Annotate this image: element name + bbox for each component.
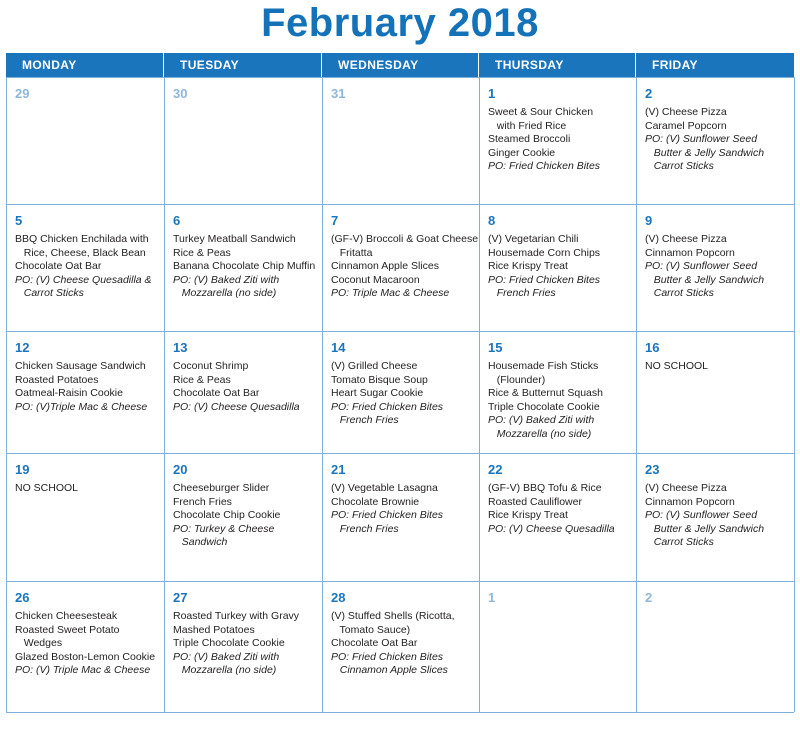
weekday-header-friday: FRIDAY — [652, 58, 698, 72]
day-cell-week3-monday — [7, 331, 165, 453]
day-number: 12 — [15, 340, 30, 355]
menu-item-line: NO SCHOOL — [645, 360, 709, 372]
day-number: 6 — [173, 213, 181, 228]
day-cell-week3-friday — [637, 331, 795, 453]
menu-item-line: Triple Chocolate Cookie — [173, 637, 285, 649]
menu-item-line: (V) Stuffed Shells (Ricotta, — [331, 610, 455, 622]
menu-item-line: Steamed Broccoli — [488, 133, 571, 145]
po-option-line: Carrot Sticks — [645, 160, 714, 172]
day-cell-week1-tuesday — [165, 77, 323, 204]
menu-item-line: Mashed Potatoes — [173, 623, 255, 636]
day-number: 22 — [488, 462, 503, 477]
day-cell-week4-wednesday — [323, 453, 480, 581]
menu-item-line: Roasted Cauliflower — [488, 495, 582, 508]
day-number: 5 — [15, 213, 23, 228]
day-cell-week5-wednesday — [323, 581, 480, 712]
po-option-line: PO: Fried Chicken Bites — [488, 273, 601, 286]
menu-item-line: Rice & Peas — [173, 246, 231, 259]
day-cell-week2-thursday — [480, 204, 637, 331]
day-number: 21 — [331, 462, 346, 477]
menu-item-line: Cheeseburger Slider — [173, 482, 270, 494]
menu-item-line: Wedges — [15, 637, 63, 649]
day-cell-week4-thursday — [480, 453, 637, 581]
day-number: 19 — [15, 462, 30, 477]
po-option-line: PO: (V) Cheese Quesadilla & — [15, 273, 152, 286]
po-option-line: PO: Fried Chicken Bites — [331, 650, 444, 663]
day-cell-week4-friday — [637, 453, 795, 581]
weekday-header-wednesday: WEDNESDAY — [322, 53, 479, 77]
menu-item-line: Banana Chocolate Chip Muffin — [173, 260, 316, 272]
menu-item-line: Rice & Butternut Squash — [488, 387, 603, 399]
menu-item-line: Chocolate Oat Bar — [15, 260, 102, 272]
po-option-line: PO: (V) Baked Ziti with — [488, 414, 595, 426]
po-option-line: Cinnamon Apple Slices — [331, 664, 448, 676]
po-option-line: Mozzarella (no side) — [173, 664, 277, 676]
menu-calendar — [6, 53, 794, 723]
menu-item-line: Fritatta — [331, 246, 373, 259]
menu-item-line: Rice Krispy Treat — [488, 509, 568, 521]
day-cell-week3-tuesday — [165, 331, 323, 453]
menu-item-line: Chocolate Chip Cookie — [173, 509, 281, 521]
po-option-line: PO: Turkey & Cheese — [173, 522, 275, 535]
menu-item-line: (GF-V) Broccoli & Goat Cheese — [331, 233, 479, 245]
po-option-line: Mozzarella (no side) — [488, 427, 592, 440]
po-option-line: PO: (V) Cheese Quesadilla — [488, 522, 615, 535]
day-cell-week4-monday — [7, 453, 165, 581]
po-option-line: Mozzarella (no side) — [173, 287, 277, 299]
po-option-line: PO: (V)Triple Mac & Cheese — [15, 400, 148, 413]
menu-item-line: Coconut Macaroon — [331, 273, 420, 286]
menu-item-line: French Fries — [173, 495, 232, 508]
menu-item-line: Cinnamon Popcorn — [645, 246, 735, 259]
calendar-grid — [6, 77, 794, 713]
day-number: 15 — [488, 340, 503, 355]
menu-item-line: Rice & Peas — [173, 373, 231, 386]
menu-item-line: (V) Cheese Pizza — [645, 233, 727, 245]
menu-item-line: (GF-V) BBQ Tofu & Rice — [488, 482, 602, 494]
day-cell-week1-friday — [637, 77, 795, 204]
menu-item-line: NO SCHOOL — [15, 482, 79, 494]
menu-item-line: with Fried Rice — [488, 119, 567, 132]
menu-item-line: Roasted Turkey with Gravy — [173, 610, 300, 622]
day-number: 27 — [173, 590, 188, 605]
day-cell-week4-tuesday — [165, 453, 323, 581]
menu-item-line: (V) Vegetarian Chili — [488, 233, 579, 245]
po-option-line: PO: Fried Chicken Bites — [331, 509, 444, 521]
weekday-header-thursday: THURSDAY — [479, 53, 636, 77]
menu-item-line: Housemade Corn Chips — [488, 246, 601, 259]
po-option-line: Butter & Jelly Sandwich — [645, 273, 765, 286]
menu-item-line: Oatmeal-Raisin Cookie — [15, 387, 123, 399]
menu-item-line: Turkey Meatball Sandwich — [173, 233, 296, 245]
po-option-line: PO: (V) Triple Mac & Cheese — [15, 664, 151, 676]
day-cell-week3-thursday — [480, 331, 637, 453]
menu-item-line: Rice, Cheese, Black Bean — [15, 246, 146, 259]
day-number: 28 — [331, 590, 346, 605]
po-option-line: Sandwich — [173, 536, 228, 548]
menu-item-line: (Flounder) — [488, 373, 546, 386]
menu-item-line: (V) Vegetable Lasagna — [331, 482, 438, 494]
day-cell-week5-monday — [7, 581, 165, 712]
po-option-line: Carrot Sticks — [645, 287, 714, 299]
day-cell-week1-thursday — [480, 77, 637, 204]
day-number: 7 — [331, 213, 339, 228]
day-number: 31 — [331, 86, 346, 101]
menu-item-line: Triple Chocolate Cookie — [488, 400, 600, 413]
po-option-line: French Fries — [331, 414, 399, 426]
menu-item-line: Glazed Boston-Lemon Cookie — [15, 650, 156, 663]
day-number: 23 — [645, 462, 660, 477]
day-cell-week1-wednesday — [323, 77, 480, 204]
menu-item-line: Sweet & Sour Chicken — [488, 106, 594, 118]
po-option-line: PO: Fried Chicken Bites — [488, 160, 601, 172]
day-cell-week3-wednesday — [323, 331, 480, 453]
day-number: 1 — [488, 86, 496, 101]
menu-item-line: (V) Cheese Pizza — [645, 106, 727, 118]
day-number: 14 — [331, 340, 346, 355]
po-option-line: PO: (V) Baked Ziti with — [173, 273, 280, 286]
po-option-line: French Fries — [331, 522, 399, 535]
weekday-header-row — [6, 53, 794, 77]
menu-item-line: Rice Krispy Treat — [488, 260, 568, 272]
day-cell-week2-monday — [7, 204, 165, 331]
menu-item-line: Coconut Shrimp — [173, 360, 249, 372]
po-option-line: Carrot Sticks — [645, 536, 714, 548]
day-number: 1 — [488, 590, 496, 605]
menu-item-line: Chocolate Oat Bar — [331, 637, 418, 649]
page-title: February 2018 — [261, 1, 539, 45]
menu-item-line: Housemade Fish Sticks — [488, 360, 599, 372]
day-number: 26 — [15, 590, 30, 605]
day-cell-week5-thursday — [480, 581, 637, 712]
po-option-line: Carrot Sticks — [15, 287, 84, 299]
day-cell-week2-wednesday — [323, 204, 480, 331]
menu-item-line: Ginger Cookie — [488, 146, 556, 159]
menu-item-line: Caramel Popcorn — [645, 119, 727, 132]
weekday-header-tuesday: TUESDAY — [164, 53, 322, 77]
po-option-line: French Fries — [488, 287, 556, 299]
po-option-line: Butter & Jelly Sandwich — [645, 522, 765, 535]
day-number: 2 — [645, 86, 653, 101]
menu-item-line: Roasted Sweet Potato — [15, 623, 120, 636]
menu-item-line: Roasted Potatoes — [15, 373, 99, 386]
po-option-line: Butter & Jelly Sandwich — [645, 146, 765, 159]
po-option-line: PO: (V) Sunflower Seed — [645, 260, 758, 272]
po-option-line: PO: Fried Chicken Bites — [331, 400, 444, 413]
po-option-line: PO: Triple Mac & Cheese — [331, 287, 450, 299]
menu-item-line: Heart Sugar Cookie — [331, 387, 424, 399]
menu-item-line: Chicken Cheesesteak — [15, 610, 118, 622]
menu-item-line: (V) Grilled Cheese — [331, 360, 418, 372]
day-number: 30 — [173, 86, 188, 101]
po-option-line: PO: (V) Sunflower Seed — [645, 133, 758, 145]
menu-item-line: Tomato Sauce) — [331, 623, 411, 636]
menu-item-line: (V) Cheese Pizza — [645, 482, 727, 494]
menu-item-line: BBQ Chicken Enchilada with — [15, 233, 149, 245]
day-number: 20 — [173, 462, 188, 477]
day-cell-week1-monday — [7, 77, 165, 204]
menu-item-line: Tomato Bisque Soup — [331, 373, 428, 386]
day-cell-week5-friday — [637, 581, 795, 712]
menu-item-line: Cinnamon Apple Slices — [331, 260, 439, 272]
day-number: 9 — [645, 213, 653, 228]
menu-item-line: Cinnamon Popcorn — [645, 495, 735, 508]
day-cell-week5-tuesday — [165, 581, 323, 712]
day-number: 29 — [15, 86, 30, 101]
day-number: 13 — [173, 340, 188, 355]
day-cell-week2-friday — [637, 204, 795, 331]
weekday-header-monday: MONDAY — [6, 53, 164, 77]
po-option-line: PO: (V) Cheese Quesadilla — [173, 400, 300, 413]
day-number: 2 — [645, 590, 653, 605]
day-cell-week2-tuesday — [165, 204, 323, 331]
menu-item-line: Chocolate Brownie — [331, 495, 420, 508]
day-number: 8 — [488, 213, 496, 228]
menu-item-line: Chocolate Oat Bar — [173, 387, 260, 399]
po-option-line: PO: (V) Sunflower Seed — [645, 509, 758, 521]
po-option-line: PO: (V) Baked Ziti with — [173, 650, 280, 663]
menu-item-line: Chicken Sausage Sandwich — [15, 360, 146, 372]
day-number: 16 — [645, 340, 660, 355]
